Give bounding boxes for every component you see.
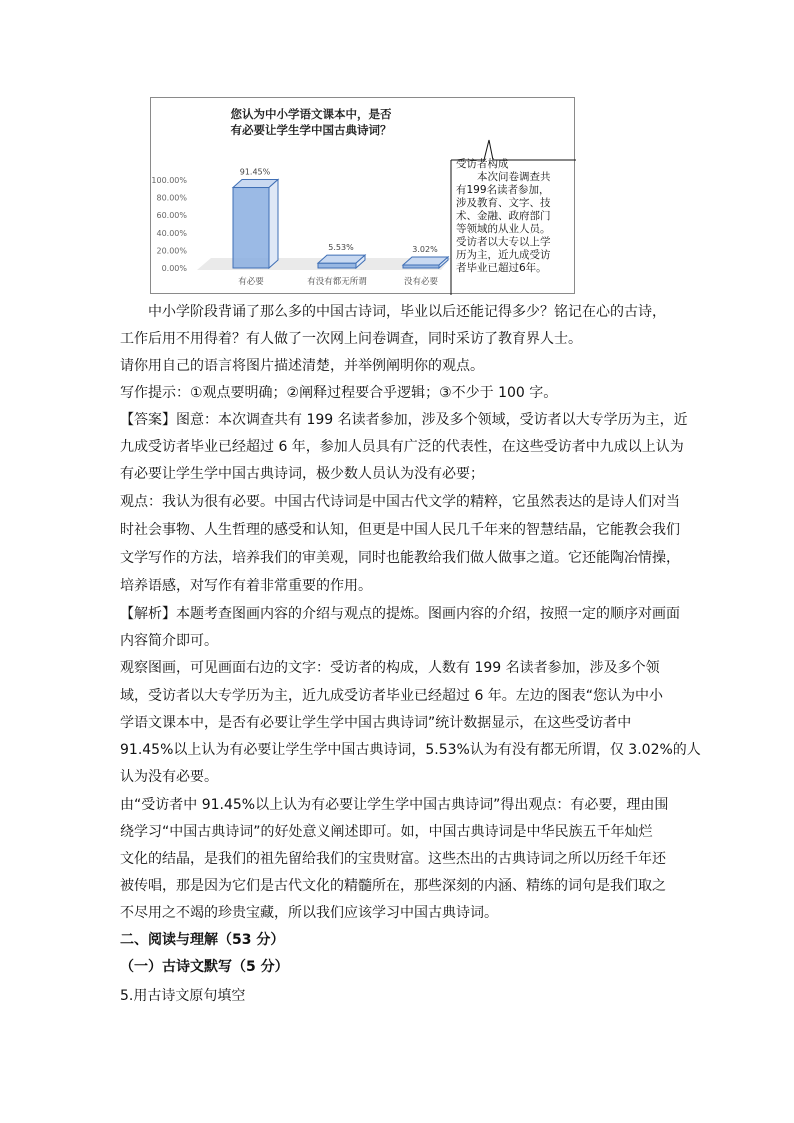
question-5: 5.用古诗文原句填空 bbox=[120, 988, 246, 1004]
analysis-line: 【解析】本题考查图画内容的介绍与观点的提炼。图画内容的介绍，按照一定的顺序对画面 bbox=[120, 606, 680, 622]
viewpoint-line: 培养语感，对写作有着非常重要的作用。 bbox=[120, 578, 372, 594]
conclusion-line: 文化的结晶，是我们的祖先留给我们的宝贵财富。这些杰出的古典诗词之所以历经千年还 bbox=[120, 851, 666, 867]
y-tick-label: 0.00% bbox=[161, 264, 187, 273]
callout-line: 有199名读者参加， bbox=[456, 184, 550, 196]
chart-title-line-1: 您认为中小学语文课本中，是否 bbox=[230, 107, 392, 121]
viewpoint-line: 时社会事物、人生哲理的感受和认知，但更是中国人民几千年来的智慧结晶，它能教会我们 bbox=[120, 522, 680, 538]
observation-line: 认为没有必要。 bbox=[120, 769, 218, 785]
chart-title-line-2: 有必要让学生学中国古典诗词？ bbox=[230, 123, 392, 137]
category-label: 有必要 bbox=[238, 277, 264, 287]
bar-front bbox=[233, 188, 269, 268]
y-tick-label: 20.00% bbox=[156, 246, 187, 256]
bar-value-label: 3.02% bbox=[412, 245, 438, 254]
section-heading: 二、阅读与理解（53 分） bbox=[120, 932, 285, 948]
category-label: 没有必要 bbox=[403, 277, 439, 287]
conclusion-line: 被传唱，那是因为它们是古代文化的精髓所在，那些深刻的内涵、精练的词句是我们取之 bbox=[120, 878, 666, 894]
answer-line: 【答案】图意：本次调查共有 199 名读者参加，涉及多个领域，受访者以大专学历为主，近 bbox=[120, 412, 688, 428]
observation-line: 域，受访者以大专学历为主，近九成受访者毕业已经超过 6 年。左边的图表“您认为中小 bbox=[120, 688, 664, 704]
callout-bubble-edge bbox=[451, 140, 576, 160]
y-tick-label: 60.00% bbox=[156, 211, 187, 221]
callout-line: 术、金融、政府部门 bbox=[456, 210, 551, 222]
chart-title bbox=[211, 106, 411, 138]
intro-paragraph-line: 中小学阶段背诵了那么多的中国古诗词，毕业以后还能记得多少？铭记在心的古诗， bbox=[148, 304, 666, 320]
task-instruction: 请你用自己的语言将图片描述清楚，并举例阐明你的观点。 bbox=[120, 358, 484, 374]
answer-line: 九成受访者毕业已经超过 6 年，参加人员具有广泛的代表性，在这些受访者中九成以上认为 bbox=[120, 439, 684, 455]
observation-line: 91.45%以上认为有必要让学生学中国古典诗词，5.53%认为有没有都无所谓，仅 3.02%的人 bbox=[120, 742, 701, 758]
conclusion-line: 绕学习“中国古典诗词”的好处意义阐述即可。如，中国古典诗词是中华民族五千年灿烂 bbox=[120, 824, 653, 840]
bar-front bbox=[318, 263, 356, 268]
analysis-line: 内容简介即可。 bbox=[120, 633, 218, 649]
conclusion-line: 不尽用之不竭的珍贵宝藏，所以我们应该学习中国古典诗词。 bbox=[120, 905, 498, 921]
callout-line: 等领域的从业人员。 bbox=[456, 223, 551, 235]
category-label: 有没有都无所谓 bbox=[307, 277, 367, 287]
y-tick-label: 40.00% bbox=[156, 228, 187, 238]
callout-line: 受访者以大专以上学 bbox=[456, 236, 551, 248]
callout-line: 历为主，近九成受访 bbox=[456, 249, 551, 261]
respondents-callout bbox=[456, 158, 572, 275]
viewpoint-line: 文学写作的方法，培养我们的审美观，同时也能教给我们做人做事之道。它还能陶冶情操， bbox=[120, 550, 680, 566]
observation-line: 观察图画，可见画面右边的文字：受访者的构成，人数有 199 名读者参加，涉及多个领 bbox=[120, 660, 660, 676]
viewpoint-line: 观点：我认为很有必要。中国古代诗词是中国古代文学的精粹，它虽然表达的是诗人们对当 bbox=[120, 494, 680, 510]
bar-value-label: 91.45% bbox=[239, 167, 271, 177]
survey-figure bbox=[150, 97, 575, 294]
conclusion-line: 由“受访者中 91.45%以上认为有必要让学生学中国古典诗词”得出观点：有必要，理由围 bbox=[120, 797, 669, 813]
observation-line: 学语文课本中，是否有必要让学生学中国古典诗词”统计数据显示，在这些受访者中 bbox=[120, 715, 632, 731]
subsection-heading: （一）古诗文默写（5 分） bbox=[120, 959, 289, 975]
answer-line: 有必要让学生学中国古典诗词，极少数人员认为没有必要； bbox=[120, 466, 484, 482]
bar-value-label: 5.53% bbox=[328, 243, 354, 253]
callout-heading: 受访者构成 bbox=[456, 158, 509, 170]
y-tick-label: 100.00% bbox=[151, 176, 187, 185]
y-tick-label: 80.00% bbox=[156, 193, 187, 203]
intro-paragraph-line: 工作后用不用得着？有人做了一次网上问卷调查，同时采访了教育界人士。 bbox=[120, 331, 582, 347]
writing-tips: 写作提示：①观点要明确；②阐释过程要合乎逻辑；③不少于 100 字。 bbox=[120, 385, 558, 401]
callout-line: 涉及教育、文字、技 bbox=[456, 197, 551, 209]
callout-line: 本次问卷调查共 bbox=[456, 171, 551, 183]
callout-line: 者毕业已超过6年。 bbox=[456, 262, 547, 274]
bar-side bbox=[269, 180, 278, 268]
